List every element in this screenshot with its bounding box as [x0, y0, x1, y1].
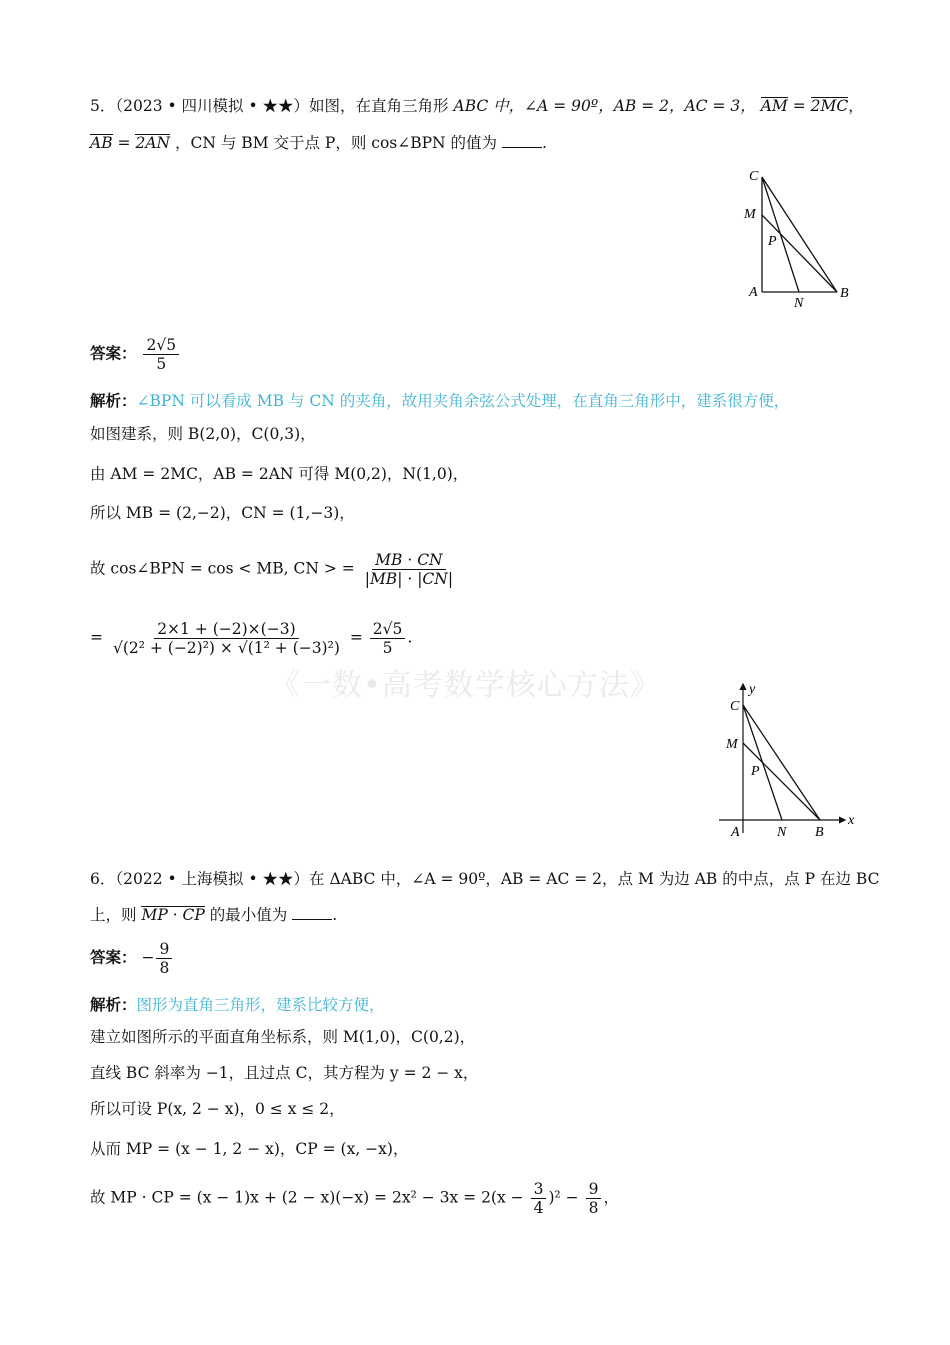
problem-6-step-5	[90, 1180, 619, 1217]
answer-blank	[502, 147, 542, 148]
numerator: 3	[531, 1180, 547, 1199]
analysis-hint-text: ∠BPN 可以看成 MB 与 CN 的夹角，故用夹角余弦公式处理，在直角三角形中，建系很方便，	[136, 392, 790, 410]
denominator: √(2² + (−2)²) × √(1² + (−3)²)	[112, 639, 340, 657]
denominator: 8	[159, 959, 170, 977]
numerator: 9	[156, 940, 172, 959]
label-p: P	[768, 234, 777, 249]
problem-5-step-1: 如图建系，则 B(2,0)，C(0,3)，	[90, 425, 316, 443]
problem-6-answer	[90, 940, 174, 977]
problem-5-answer	[90, 336, 181, 373]
label-b: B	[840, 286, 849, 301]
problem-5-step-2: 由 AM = 2MC，AB = 2AN 可得 M(0,2)，N(1,0)，	[90, 465, 469, 483]
text: 上，则	[90, 906, 137, 924]
fraction-3-4	[531, 1180, 547, 1217]
label-y: y	[749, 682, 756, 697]
label-c: C	[749, 169, 759, 184]
analysis-label: 解析：	[90, 391, 137, 410]
vector-2mc: 2MC	[810, 97, 849, 115]
numerator: 9	[586, 1180, 602, 1199]
text: 的最小值为	[209, 906, 288, 924]
problem-5-question: ，CN 与 BM 交于点 P，则 cos∠BPN 的值为	[175, 134, 498, 152]
label-m: M	[744, 207, 756, 222]
vector-ab: AB	[90, 134, 113, 152]
label-p: P	[751, 764, 760, 779]
analysis-hint-text: 图形为直角三角形，建系比较方便，	[136, 996, 385, 1014]
vector-product: MP · CP	[141, 906, 205, 924]
cos-expression: 故 cos∠BPN = cos < MB, CN > =	[90, 559, 355, 578]
expression: )² −	[548, 1188, 579, 1207]
numerator: 2√5	[143, 336, 179, 355]
problem-6-step-1: 建立如图所示的平面直角坐标系，则 M(1,0)，C(0,2)，	[90, 1028, 476, 1046]
problem-5-step-3: 所以 MB = (2,−2)，CN = (1,−3)，	[90, 504, 355, 522]
answer-sign: −	[141, 948, 155, 967]
problem-6-step-3: 所以可设 P(x, 2 − x)，0 ≤ x ≤ 2，	[90, 1100, 345, 1118]
numerator: 2×1 + (−2)×(−3)	[154, 620, 298, 639]
label-n: N	[777, 825, 787, 840]
denominator: |MB| · |CN|	[364, 570, 454, 588]
problem-5-step-4	[90, 551, 458, 588]
problem-5-head: 5．（2023 • 四川模拟 • ★★）如图，在直角三角形	[90, 97, 449, 115]
compute-fraction	[110, 620, 343, 657]
label-a: A	[749, 285, 758, 300]
label-c: C	[730, 699, 740, 714]
equals: =	[117, 134, 131, 152]
vector-am: AM	[760, 97, 788, 115]
denominator: 8	[588, 1199, 599, 1217]
expression: 故 MP · CP = (x − 1)x + (2 − x)(−x) = 2x² − 3x = 2(x −	[90, 1188, 524, 1207]
answer-fraction	[156, 940, 172, 977]
label-m: M	[726, 737, 738, 752]
numerator: 2√5	[370, 620, 406, 639]
answer-fraction	[143, 336, 179, 373]
problem-5-line-1: 5．（2023 • 四川模拟 • ★★）如图，在直角三角形 ABC 中，∠A = 90º，AB = 2，AC = 3， AM = 2MC，	[90, 97, 864, 115]
numerator: MB · CN	[372, 551, 445, 570]
problem-5-line-2: AB = 2AN ，CN 与 BM 交于点 P，则 cos∠BPN 的值为 .	[90, 134, 547, 152]
figure-coordinate-1	[715, 678, 860, 843]
cos-fraction	[362, 551, 456, 588]
problem-5-analysis-hint	[90, 391, 789, 411]
answer-label: 答案：	[90, 343, 137, 363]
result-fraction	[370, 620, 406, 657]
problem-6-step-2: 直线 BC 斜率为 −1，且过点 C，其方程为 y = 2 − x，	[90, 1064, 479, 1082]
label-n: N	[794, 296, 804, 310]
punct: ，	[603, 1188, 619, 1207]
problem-6-line-2: 上，则 MP · CP 的最小值为 .	[90, 906, 338, 924]
problem-5-step-5: = $\frac{2\times 1 + (-2)\times(-3)}{\text{√(2² + (−2)²) × √(1² + (−3)²)}}$ = $\frac{2√5}{5}$ .	[90, 620, 413, 657]
equals: =	[792, 97, 806, 115]
label-a: A	[731, 825, 740, 840]
problem-5-conditions: ABC 中，∠A = 90º，AB = 2，AC = 3，	[453, 97, 756, 115]
watermark: 《一数•高考数学核心方法》	[270, 668, 661, 703]
vector-2an: 2AN	[135, 134, 171, 152]
figure-triangle-1	[740, 165, 860, 310]
denominator: 5	[382, 639, 393, 657]
analysis-label: 解析：	[90, 995, 137, 1014]
problem-6-line-1: 6．（2022 • 上海模拟 • ★★）在 ΔABC 中，∠A = 90º，AB = AC = 2，点 M 为边 AB 的中点，点 P 在边 BC	[90, 870, 880, 888]
problem-6-analysis-hint	[90, 995, 385, 1015]
fraction-9-8	[586, 1180, 602, 1217]
label-x: x	[848, 813, 855, 828]
answer-blank	[292, 919, 332, 920]
denominator: 4	[533, 1199, 544, 1217]
problem-6-step-4: 从而 MP = (x − 1, 2 − x)，CP = (x, −x)，	[90, 1140, 409, 1158]
answer-label: 答案：	[90, 947, 137, 967]
label-b: B	[815, 825, 824, 840]
denominator: 5	[156, 355, 167, 373]
